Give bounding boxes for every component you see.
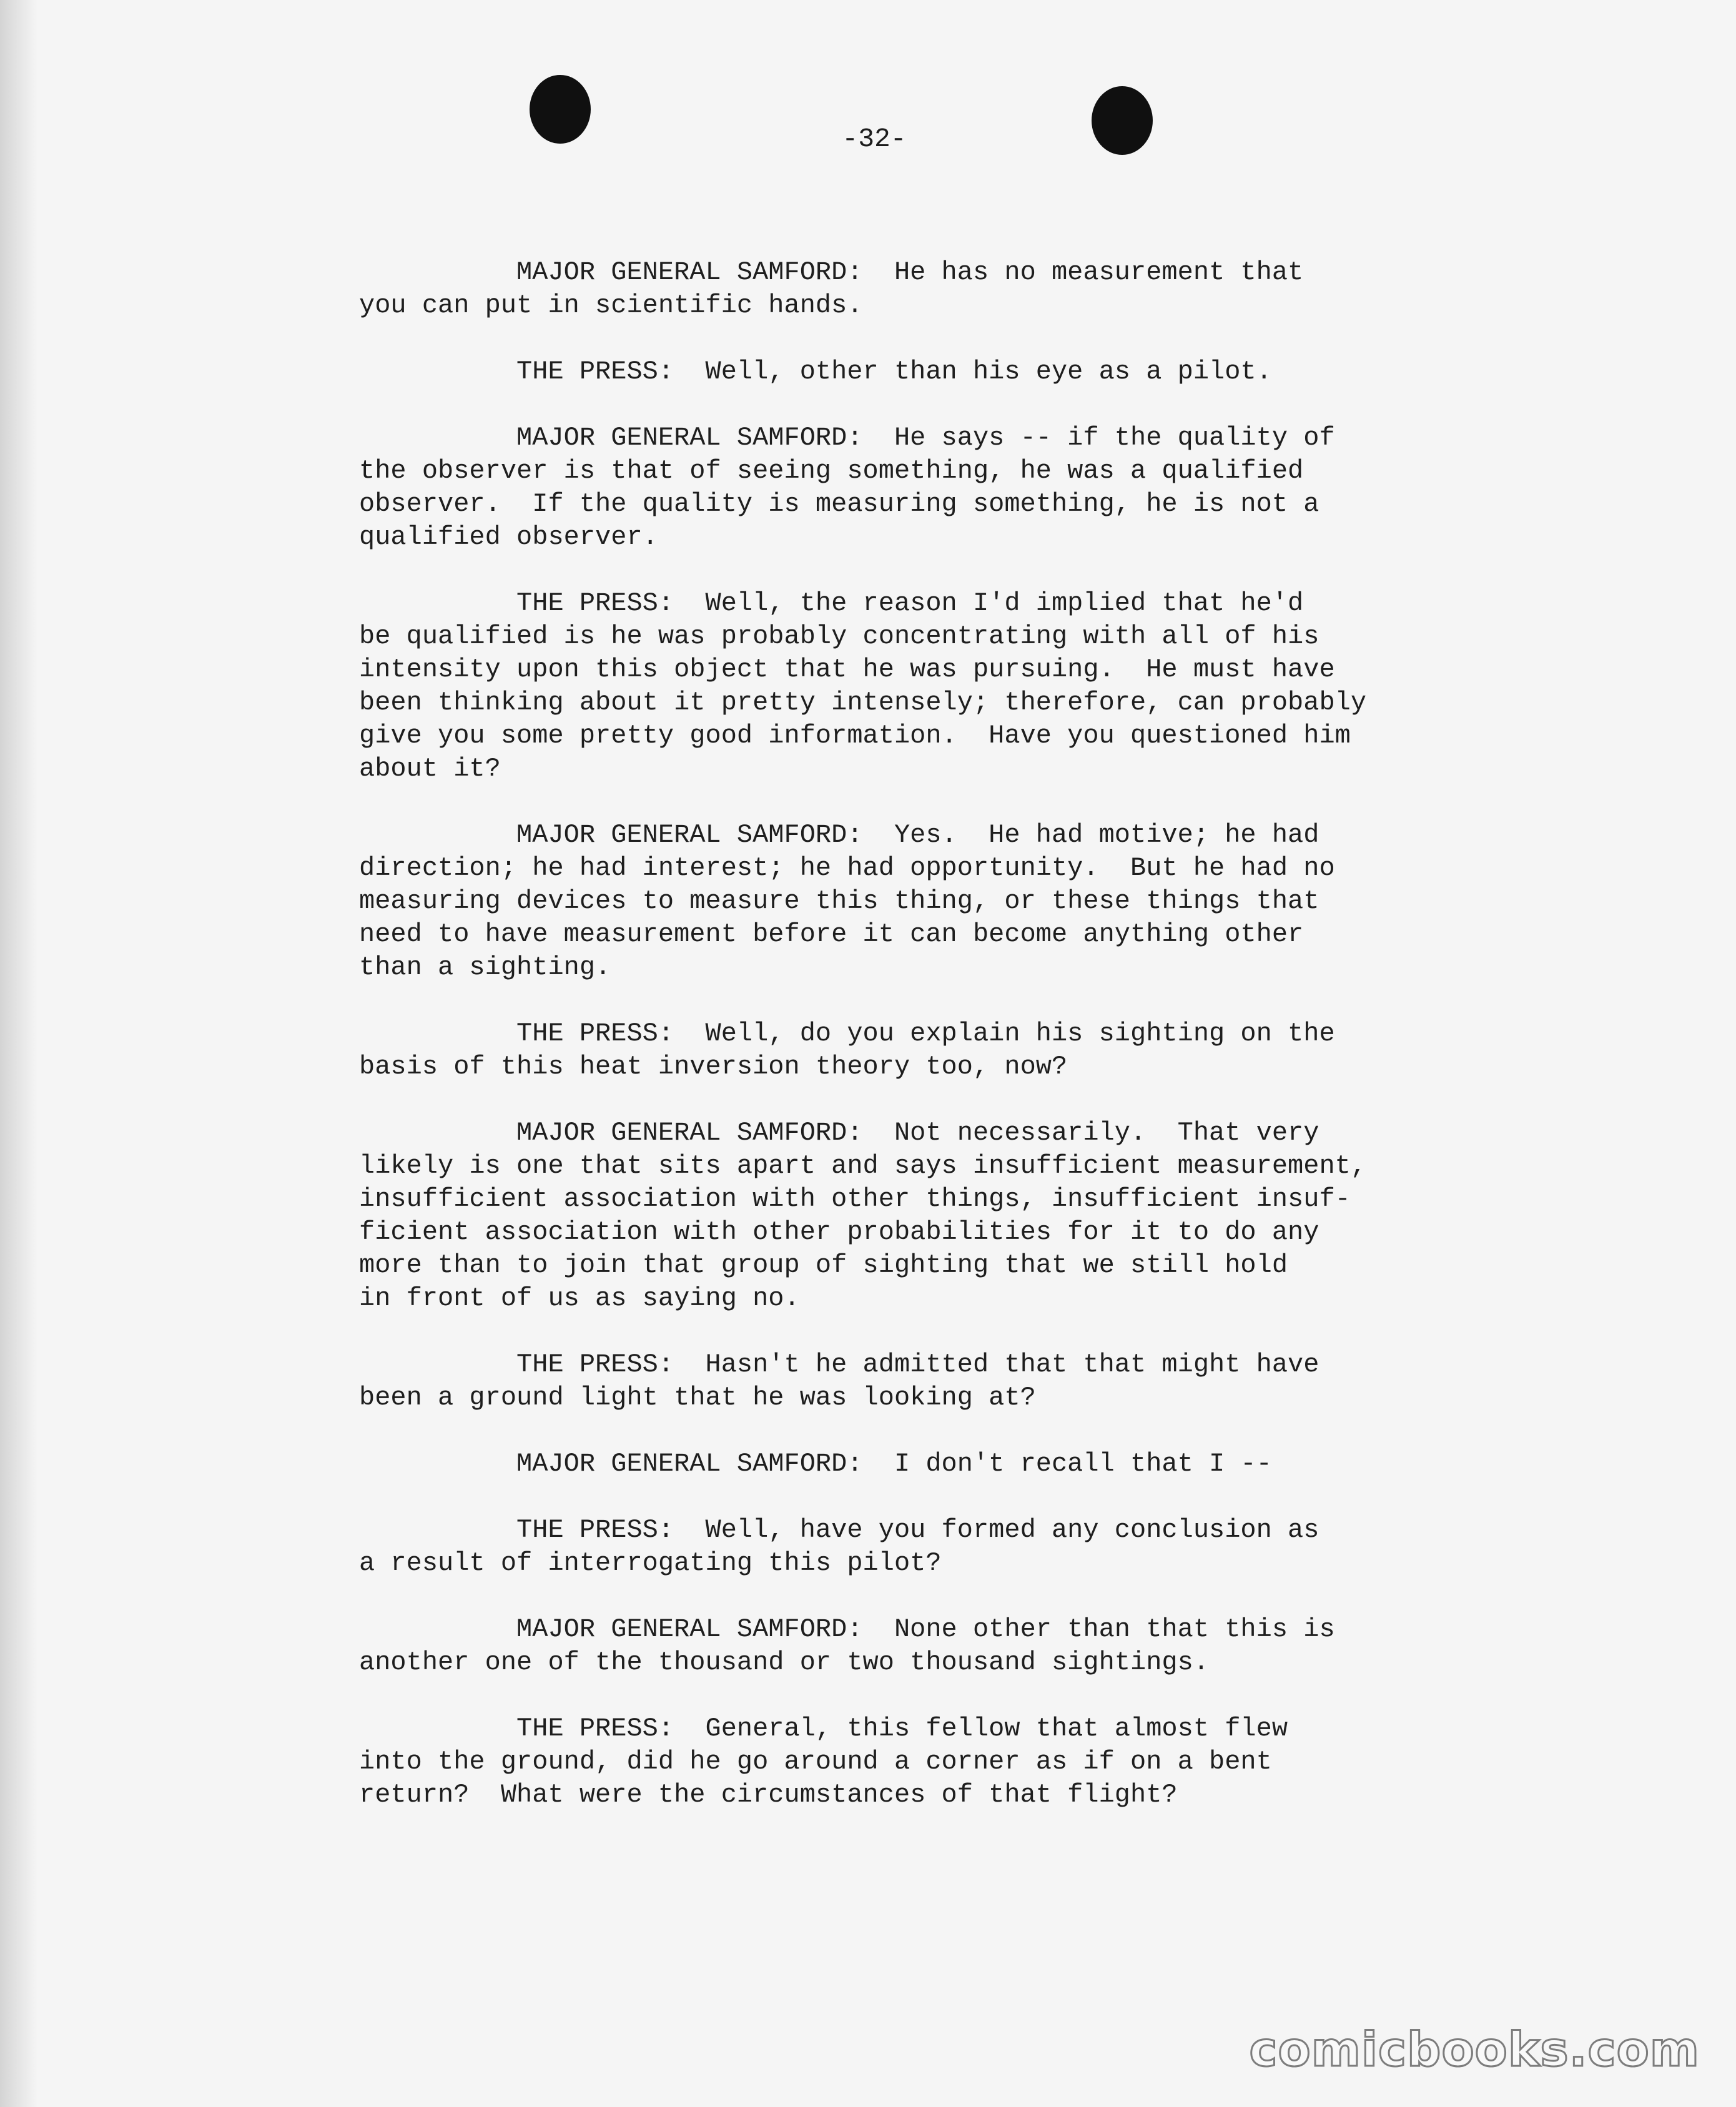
watermark: comicbooks.com — [1249, 2021, 1700, 2077]
transcript-line: intensity upon this object that he was pursuing. He must have — [359, 654, 1335, 684]
transcript-exchange — [359, 1448, 1458, 1481]
transcript-exchange — [359, 1017, 1458, 1083]
transcript-line: a result of interrogating this pilot? — [359, 1548, 942, 1578]
transcript-line: you can put in scientific hands. — [359, 290, 863, 320]
transcript-exchange — [359, 1514, 1458, 1580]
transcript-line: THE PRESS: Hasn't he admitted that that might have — [359, 1350, 1319, 1379]
transcript-line: give you some pretty good information. Have you questioned him — [359, 721, 1351, 751]
transcript-line: been thinking about it pretty intensely; therefore, can probably — [359, 688, 1367, 718]
transcript-line: direction; he had interest; he had opportunity. But he had no — [359, 853, 1335, 883]
transcript-line: THE PRESS: General, this fellow that almost flew — [359, 1714, 1288, 1744]
transcript-exchange — [359, 256, 1458, 322]
transcript-line: MAJOR GENERAL SAMFORD: I don't recall that I -- — [359, 1449, 1272, 1479]
transcript-line: insufficient association with other things, insufficient insuf- — [359, 1184, 1351, 1214]
transcript-line: ficient association with other probabilities for it to do any — [359, 1217, 1319, 1247]
transcript-line: about it? — [359, 754, 501, 784]
transcript-line: qualified observer. — [359, 522, 658, 552]
transcript-body — [359, 256, 1458, 1845]
transcript-line: basis of this heat inversion theory too, now? — [359, 1052, 1068, 1082]
transcript-line: MAJOR GENERAL SAMFORD: He has no measurement that — [359, 257, 1304, 287]
transcript-line: been a ground light that he was looking at? — [359, 1383, 1036, 1413]
transcript-exchange — [359, 819, 1458, 984]
transcript-line: MAJOR GENERAL SAMFORD: None other than that this is — [359, 1614, 1335, 1644]
transcript-line: THE PRESS: Well, do you explain his sighting on the — [359, 1019, 1335, 1049]
transcript-line: the observer is that of seeing something, he was a qualified — [359, 456, 1304, 486]
transcript-line: in front of us as saying no. — [359, 1283, 800, 1313]
transcript-line: THE PRESS: Well, the reason I'd implied that he'd — [359, 588, 1304, 618]
transcript-line: observer. If the quality is measuring something, he is not a — [359, 489, 1319, 519]
transcript-line: need to have measurement before it can become anything other — [359, 919, 1304, 949]
transcript-line: THE PRESS: Well, have you formed any conclusion as — [359, 1515, 1319, 1545]
transcript-line: MAJOR GENERAL SAMFORD: Not necessarily. That very — [359, 1118, 1319, 1148]
transcript-line: measuring devices to measure this thing, or these things that — [359, 886, 1319, 916]
transcript-line: THE PRESS: Well, other than his eye as a pilot. — [359, 357, 1272, 387]
transcript-exchange — [359, 587, 1458, 786]
transcript-line: return? What were the circumstances of that flight? — [359, 1780, 1178, 1810]
transcript-line: another one of the thousand or two thousand sightings. — [359, 1647, 1210, 1677]
transcript-line: more than to join that group of sighting that we still hold — [359, 1250, 1288, 1280]
punch-hole-right — [1092, 86, 1153, 155]
transcript-line: MAJOR GENERAL SAMFORD: He says -- if the quality of — [359, 423, 1335, 453]
page-edge-shadow — [0, 0, 37, 2107]
transcript-exchange — [359, 1613, 1458, 1679]
transcript-line: be qualified is he was probably concentrating with all of his — [359, 621, 1319, 651]
transcript-line: than a sighting. — [359, 952, 611, 982]
page-number: -32- — [842, 124, 907, 154]
transcript-line: into the ground, did he go around a corner as if on a bent — [359, 1747, 1272, 1777]
transcript-line: MAJOR GENERAL SAMFORD: Yes. He had motive; he had — [359, 820, 1319, 850]
transcript-exchange — [359, 1712, 1458, 1812]
transcript-line: likely is one that sits apart and says insufficient measurement, — [359, 1151, 1367, 1181]
transcript-exchange — [359, 1117, 1458, 1315]
punch-hole-left — [530, 75, 591, 144]
transcript-exchange — [359, 355, 1458, 388]
transcript-exchange — [359, 422, 1458, 554]
transcript-exchange — [359, 1348, 1458, 1414]
